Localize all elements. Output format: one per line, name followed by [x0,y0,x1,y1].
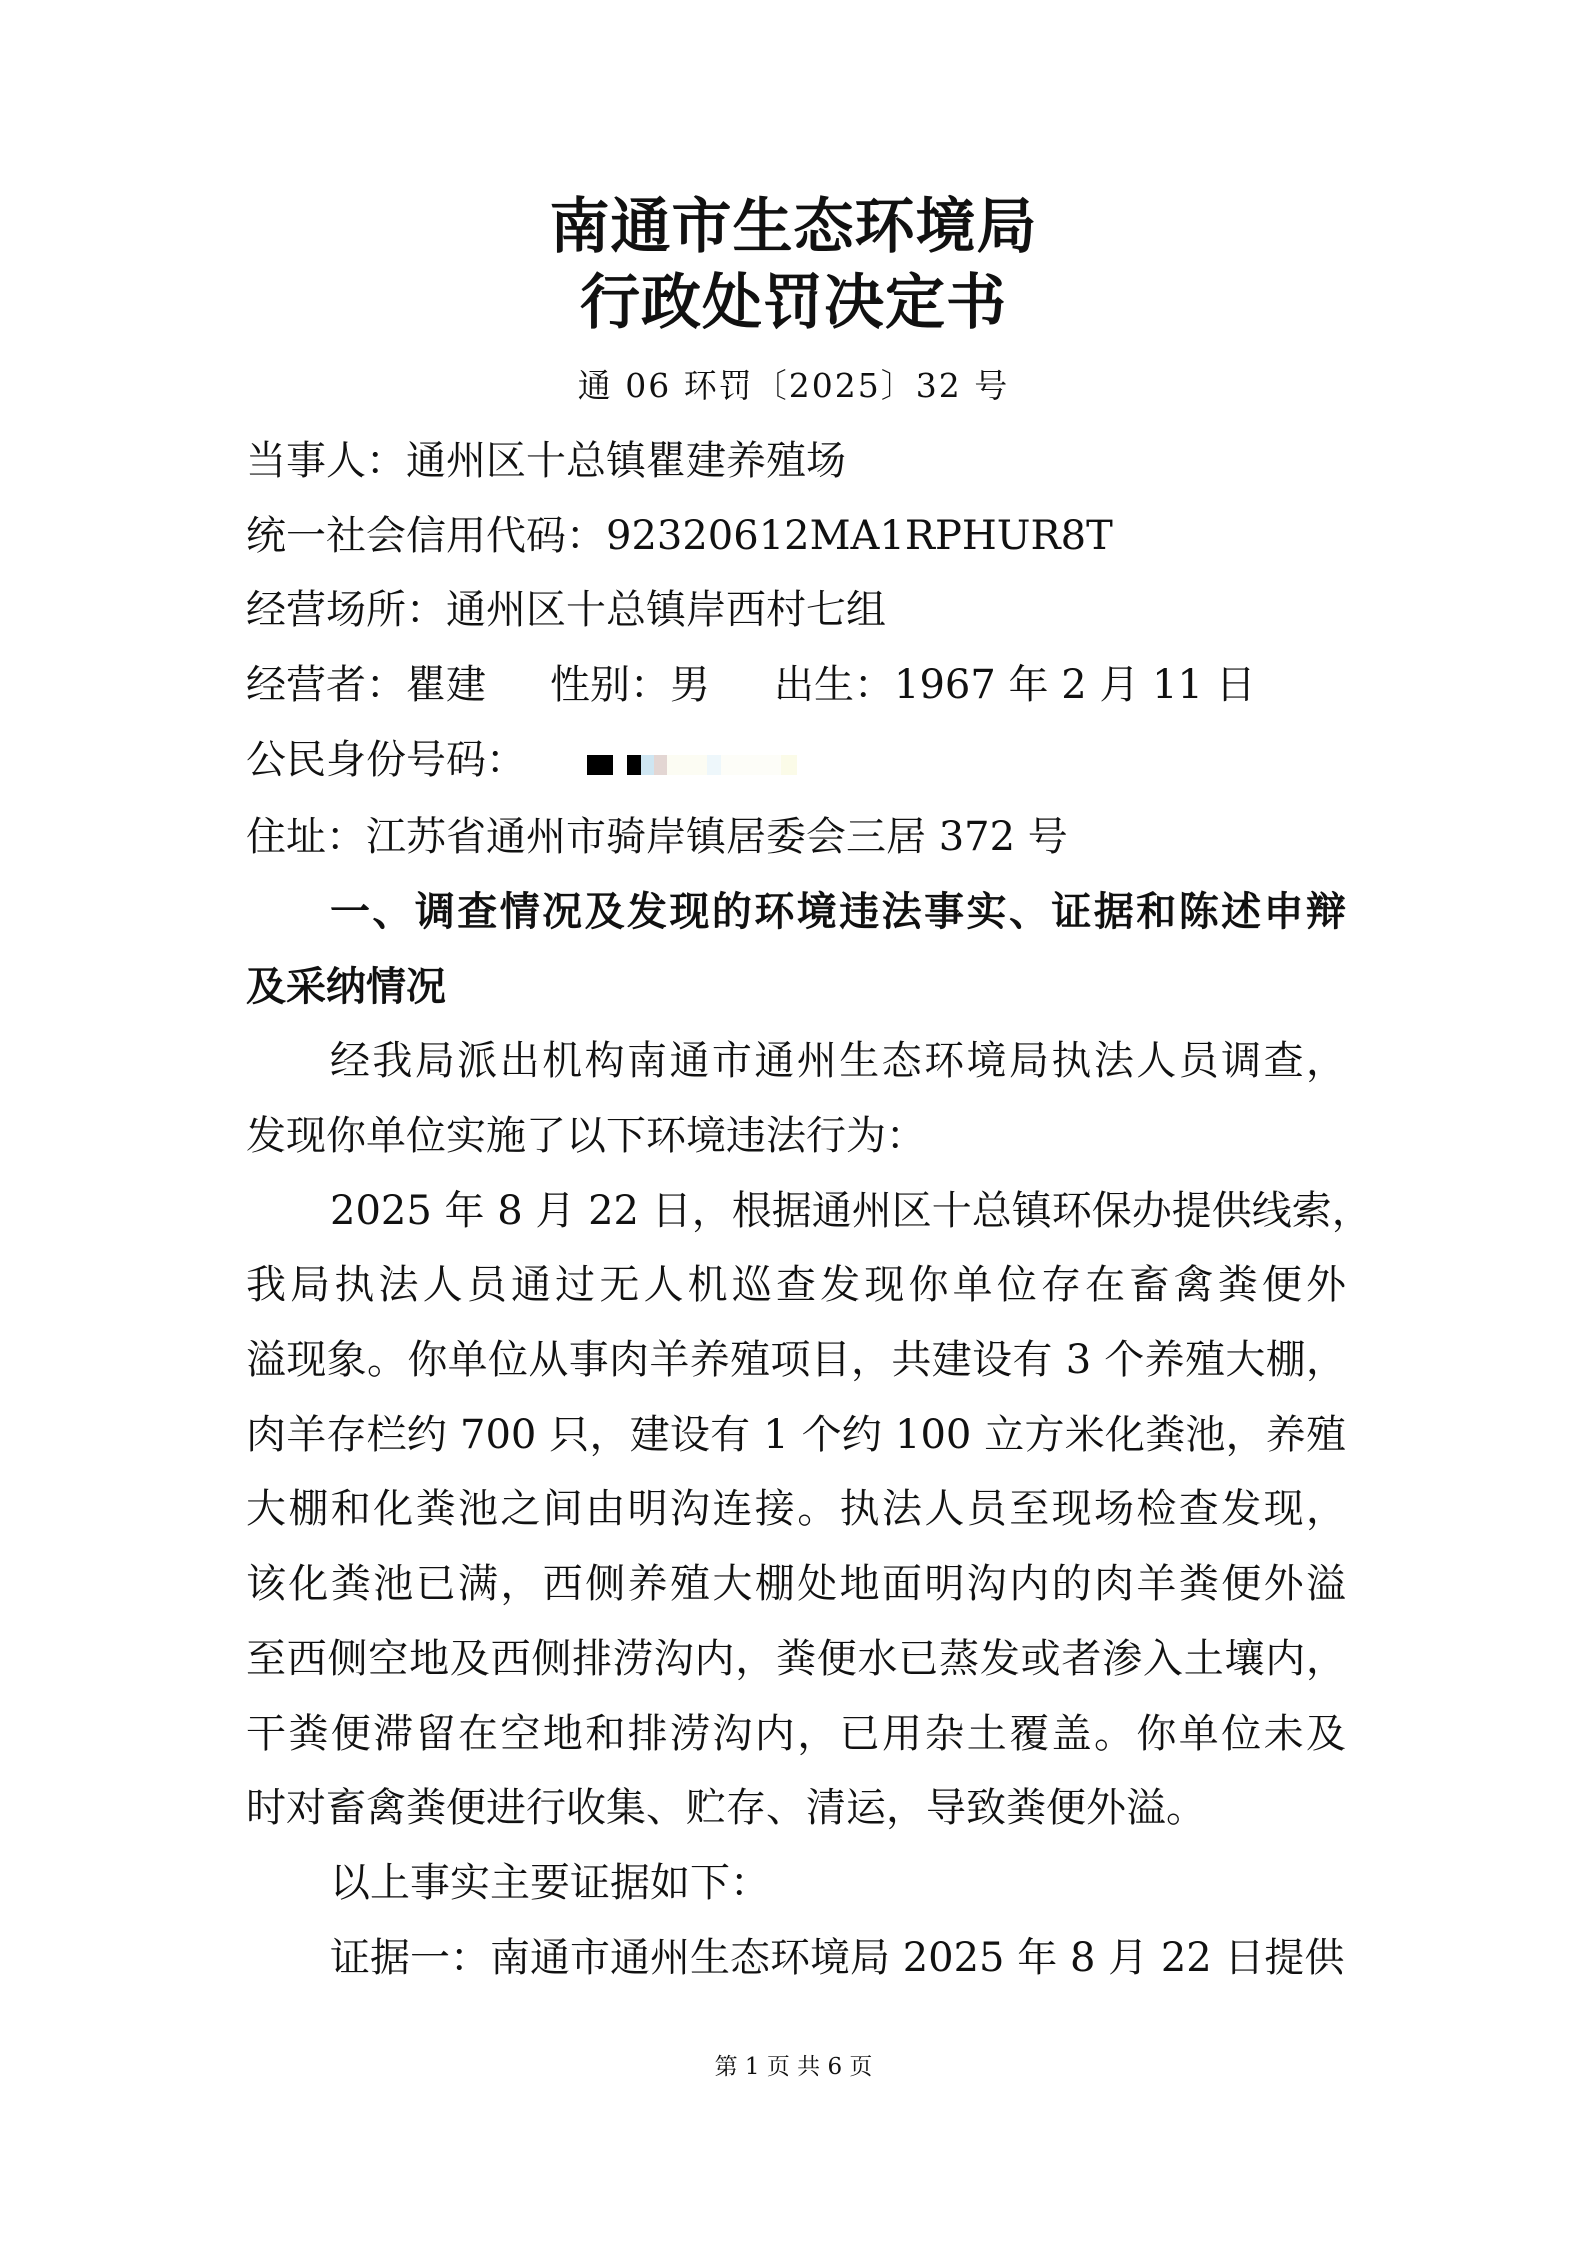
paragraph-line: 经我局派出机构南通市通州生态环境局执法人员调查， [330,1038,1346,1085]
operator-label: 经营者： [246,662,406,709]
party-name-line [246,424,1346,499]
section-heading-line: 及采纳情况 [246,962,446,1010]
address-label: 住址： [246,814,366,861]
paragraph-line: 我局执法人员通过无人机巡查发现你单位存在畜禽粪便外 [246,1262,1346,1309]
paragraph-line: 2025 年 8 月 22 日，根据通州区十总镇环保办提供线索， [330,1187,1372,1234]
document-title-type: 行政处罚决定书 [580,268,1007,338]
location-line [246,573,1346,648]
section-heading-line: 一、调查情况及发现的环境违法事实、证据和陈述申辩 [330,887,1346,935]
credit-code-label: 统一社会信用代码： [246,512,606,559]
gender-label: 性别： [550,662,670,709]
paragraph-line: 大棚和化粪池之间由明沟连接。执法人员至现场检查发现， [246,1486,1346,1533]
paragraph-line: 以上事实主要证据如下： [330,1860,770,1906]
document-title-agency: 南通市生态环境局 [549,192,1038,262]
credit-code-line [246,499,1346,574]
paragraph-line: 时对畜禽粪便进行收集、贮存、清运，导致粪便外溢。 [246,1785,1206,1832]
paragraph-line: 证据一：南通市通州生态环境局 2025 年 8 月 22 日提供 [330,1934,1345,1981]
page-number: 第 1 页 共 6 页 [714,2054,873,2080]
paragraph-line: 溢现象。你单位从事肉羊养殖项目，共建设有 3 个养殖大棚， [246,1337,1346,1384]
section-investigation [246,875,1372,1996]
credit-code: 92320612MA1RPHUR8T [606,512,1113,559]
birth-label: 出生： [774,662,894,709]
birth-date: 1967 年 2 月 11 日 [894,662,1256,709]
party-name: 通州区十总镇瞿建养殖场 [406,438,846,484]
paragraph-line: 发现你单位实施了以下环境违法行为： [246,1112,926,1159]
operator-line [246,648,1346,723]
paragraph-line: 至西侧空地及西侧排涝沟内，粪便水已蒸发或者渗入土壤内， [246,1635,1346,1682]
operator: 瞿建 [406,662,486,709]
address: 江苏省通州市骑岸镇居委会三居 372 号 [366,814,1068,861]
address-line [246,800,1346,875]
paragraph-line: 干粪便滞留在空地和排涝沟内，已用杂土覆盖。你单位未及 [246,1710,1346,1757]
party-name-label: 当事人： [246,438,406,484]
location: 通州区十总镇岸西村七组 [446,587,886,634]
document-number: 通 06 环罚〔2025〕32 号 [577,366,1010,405]
location-label: 经营场所： [246,587,446,634]
gender: 男 [670,662,710,709]
document-body [246,424,1372,1995]
id-number-label: 公民身份号码： [246,736,526,783]
paragraph-line: 肉羊存栏约 700 只，建设有 1 个约 100 立方米化粪池，养殖 [246,1411,1346,1458]
id-number-redacted [587,725,797,800]
id-number-line [246,723,1346,800]
paragraph-line: 该化粪池已满，西侧养殖大棚处地面明沟内的肉羊粪便外溢 [246,1561,1346,1608]
